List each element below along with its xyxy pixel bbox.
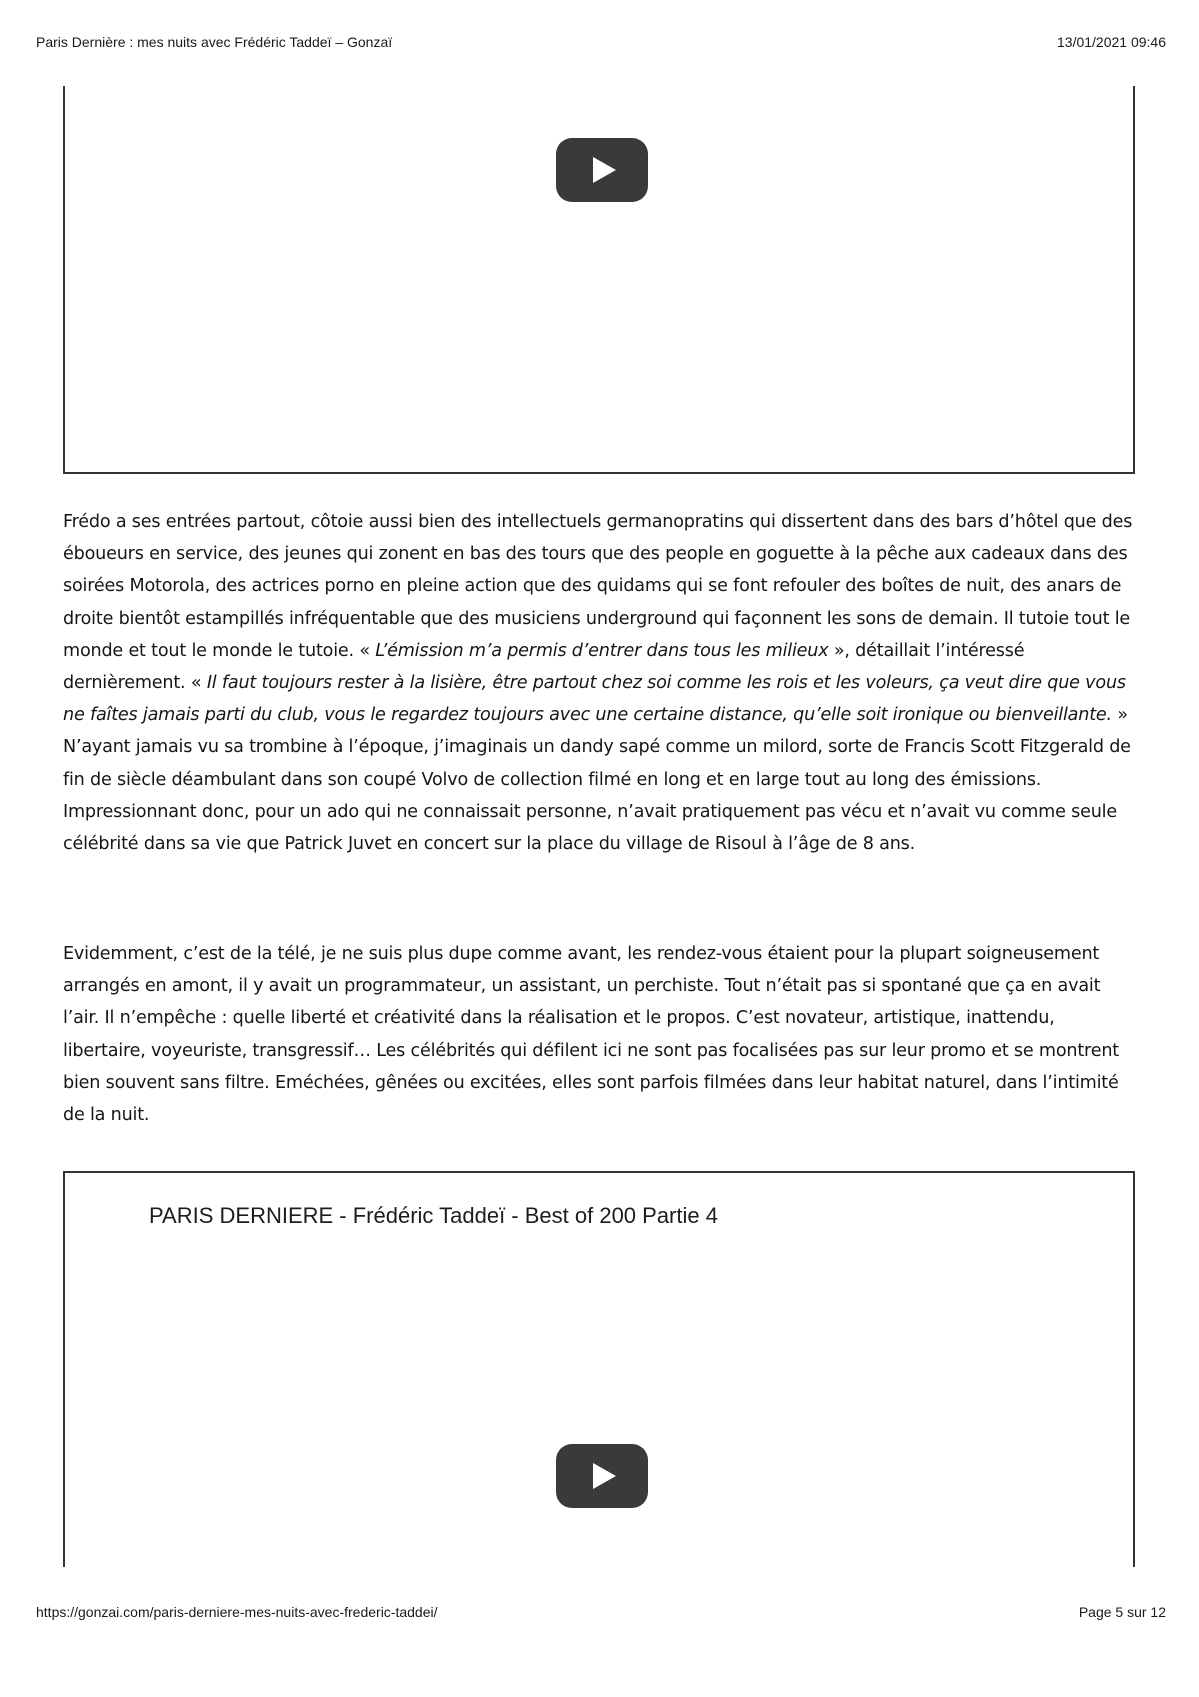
article-paragraph-2: Evidemment, c’est de la télé, je ne suis plus dupe comme avant, les rendez-vous étaient pour la plupart soigneusement arrangés en amont, il y avait un programmateur, un assistant, un perchiste. Tout n’était pas si spontané que ça en avait l’air. Il n’empêche : quelle liberté et créativité dans la réalisation et le propos. C’est novateur, artistique, inattendu, libertaire, voyeuriste, transgressif… Les célébrités qui défilent ici ne sont pas focalisées pas sur leur promo et se montrent bien souvent sans filtre. Eméchées, gênées ou excitées, elles sont parfois filmées dans leur habitat naturel, dans l’intimité de la nuit. bbox=[63, 944, 1119, 1126]
quote-text: Il faut toujours rester à la lisière, être partout chez soi comme les rois et les voleurs, ça veut dire que vous ne faîtes jamais parti du club, vous le regardez toujours avec une certaine distance, qu’elle soit ironique ou bienveillante. bbox=[63, 673, 1126, 726]
print-header bbox=[36, 34, 1166, 50]
video-embed-1[interactable] bbox=[63, 86, 1135, 474]
print-datetime: 13/01/2021 09:46 bbox=[1057, 34, 1166, 50]
play-icon[interactable] bbox=[556, 1444, 648, 1508]
page-title: Paris Dernière : mes nuits avec Frédéric Taddeï – Gonzaï bbox=[36, 34, 393, 50]
paragraph-text: Frédo a ses entrées partout, côtoie aussi bien des intellectuels germanopratins qui dissertent dans des bars d’hôtel que des éboueurs en service, des jeunes qui zonent en bas des tours que des people en goguette à la pêche aux cadeaux dans des soirées Motorola, des actrices porno en pleine action que des quidams qui se font refouler des boîtes de nuit, des anars de droite bientôt estampillés infréquentable que des musiciens underground qui façonnent les sons de demain. Il tutoie tout le monde et tout le monde le tutoie. « bbox=[63, 512, 1133, 661]
paragraph-text: », détaillait l’intéressé dernièrement. « bbox=[63, 640, 1025, 694]
video-title[interactable]: PARIS DERNIERE - Frédéric Taddeï - Best of 200 Partie 4 bbox=[149, 1203, 718, 1228]
play-icon[interactable] bbox=[556, 138, 648, 202]
article-paragraph-1 bbox=[63, 506, 1138, 860]
paragraph-text: » N’ayant jamais vu sa trombine à l’époque, j’imaginais un dandy sapé comme un milord, sorte de Francis Scott Fitzgerald de fin de siècle déambulant dans son coupé Volvo de collection filmé en long et en large tout au long des émissions. Impressionnant donc, pour un ado qui ne connaissait personne, n’avait pratiquement pas vécu et n’avait vu comme seule célébrité dans sa vie que Patrick Juvet en concert sur la place du village de Risoul à l’âge de 8 ans. bbox=[63, 705, 1131, 855]
print-footer bbox=[36, 1604, 1166, 1620]
page-url: https://gonzai.com/paris-derniere-mes-nuits-avec-frederic-taddei/ bbox=[36, 1604, 438, 1620]
quote-text: L’émission m’a permis d’entrer dans tous les milieux bbox=[375, 640, 829, 661]
video-embed-2[interactable] bbox=[63, 1171, 1135, 1567]
page-number: Page 5 sur 12 bbox=[1078, 1604, 1166, 1620]
